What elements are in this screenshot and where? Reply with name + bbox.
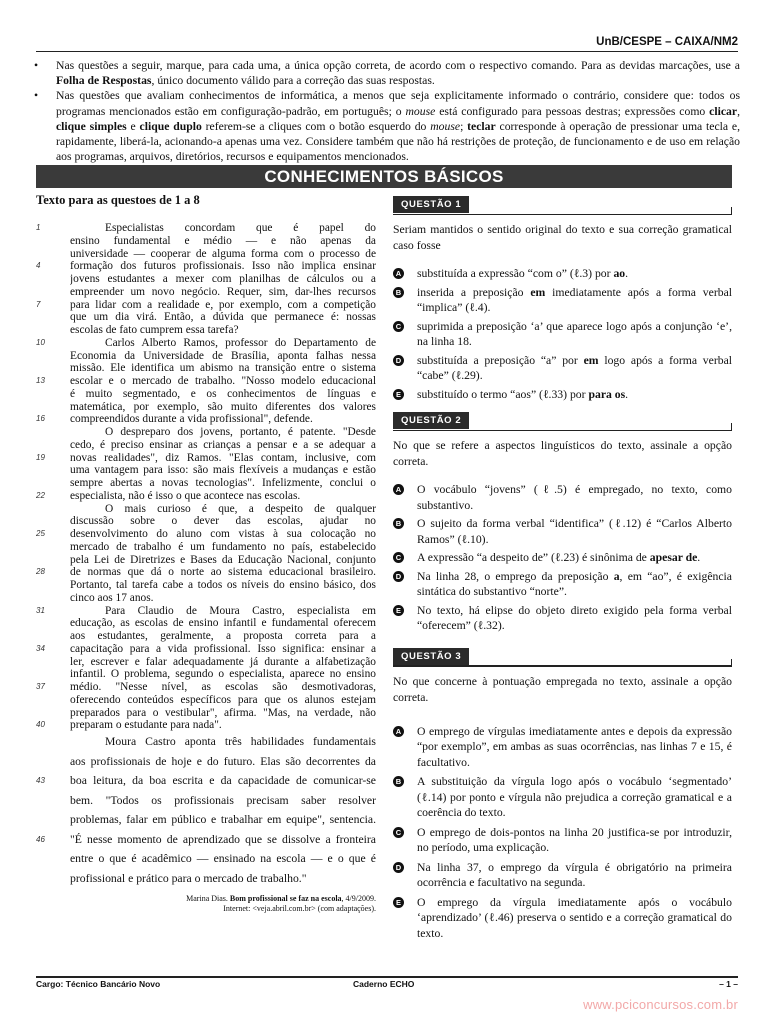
line-number: 13 (36, 376, 45, 385)
line-text: universidade — cooperar de alguma forma com o processo de (70, 247, 376, 260)
footer-cargo: Cargo: Técnico Bancário Novo (36, 979, 161, 989)
line-text: de normas que dá o norte ao sistema educacional brasileiro. (70, 566, 376, 579)
text-line (36, 849, 376, 869)
line-number: 25 (36, 529, 45, 538)
question-rule (393, 665, 732, 667)
text-line (36, 388, 376, 401)
text-line (36, 707, 376, 720)
line-text: desenvolvimento do aluno com vistas à sua colocação no (70, 528, 376, 540)
text-line (36, 617, 376, 630)
line-text: Para Claudio de Moura Castro, especialista em (105, 604, 376, 617)
line-text: é muito segmentado, e os conhecimentos de línguas e (70, 387, 376, 400)
text-line (36, 426, 376, 439)
text-line (36, 528, 376, 541)
option-e: E substituído o termo “aos” (ℓ.33) por para os. (393, 387, 732, 403)
line-text: "É nesse momento de aprendizado que se dissolve a fronteira (70, 832, 376, 846)
text-line (36, 810, 376, 830)
watermark-url[interactable]: www.pciconcursos.com.br (583, 997, 738, 1012)
line-number: 7 (36, 299, 41, 309)
option-letter-icon: E (393, 897, 404, 908)
question-label: QUESTÃO 1 (393, 196, 469, 213)
line-text: preparados para o vestibular", afirma. "Mas, na verdade, não (70, 706, 376, 719)
line-text: uma vantagem para isso: são mais flexíveis a mudanças e estão (70, 464, 376, 477)
line-text: O mais curioso é que, a despeito de qualquer (105, 502, 376, 515)
line-text: bem. "Todos os profissionais precisam saber resolver (70, 793, 376, 807)
line-text: escolas de fato cumprem essa tarefa? (70, 324, 239, 336)
text-line (36, 566, 376, 579)
text-line (36, 830, 376, 850)
option-letter-icon: D (393, 571, 404, 582)
option-letter-icon: C (393, 321, 404, 332)
text-line (36, 490, 376, 503)
footer-caderno: Caderno ECHO (353, 979, 415, 989)
line-text: aos estudantes, geralmente, a proposta correta para a (70, 630, 376, 642)
line-text: missão. Ele identifica um abismo na transição entre o sistema (70, 362, 376, 375)
question-label: QUESTÃO 3 (393, 648, 469, 665)
option-letter-icon: C (393, 552, 404, 563)
line-number: 46 (36, 834, 45, 844)
question-header (393, 648, 732, 668)
line-text: ler, escrever e falar adequadamente já durante a alfabetização (70, 655, 376, 668)
line-text: boa leitura, da boa escrita e da capacidade de comunicar-se (70, 774, 376, 787)
option-e: E No texto, há elipse do objeto direto exigido pela forma verbal “oferecem” (ℓ.32). (393, 603, 732, 634)
line-text: formação dos futuros profissionais. Isso não implica ensinar (70, 260, 376, 273)
text-line (36, 439, 376, 452)
question-stem: No que se refere a aspectos linguísticos do texto, assinale a opção correta. (393, 439, 732, 468)
text-line (36, 681, 376, 694)
bullet-icon: • (34, 59, 39, 72)
section-banner: CONHECIMENTOS BÁSICOS (36, 165, 732, 188)
question-rule-tick (731, 423, 733, 431)
text-line (36, 592, 376, 605)
line-text: que um dia virá. Então, a dúvida que permanece é: nossas (70, 311, 376, 324)
option-letter-icon: E (393, 389, 404, 400)
question-rule-tick (731, 659, 733, 667)
option-letter-icon: E (393, 605, 404, 616)
reading-text (36, 193, 376, 914)
question-2 (393, 412, 732, 634)
option-a: A O emprego de vírgulas imediatamente antes e depois da expressão “por exemplo”, em ambas as suas ocorrências, nas linhas 7 e 15, é facultativo. (393, 724, 732, 771)
line-number: 4 (36, 261, 41, 271)
text-line (36, 554, 376, 567)
text-line (36, 260, 376, 273)
option-d: D substituída a preposição “a” por em logo após a forma verbal “cabe” (ℓ.29). (393, 353, 732, 384)
text-line (36, 350, 376, 363)
question-3 (393, 648, 732, 942)
header-rule (36, 30, 738, 52)
text-line (36, 401, 376, 414)
text-line (36, 286, 376, 299)
option-e: E O emprego da vírgula imediatamente após o vocábulo ‘aprendizado’ (ℓ.46) preserva o sentido e a correção gramatical do texto. (393, 895, 732, 942)
question-stem: Seriam mantidos o sentido original do texto e sua correção gramatical caso fosse (393, 223, 732, 252)
line-text: oferecendo conteúdos específicos para que os alunos estejam (70, 693, 376, 706)
option-d: D Na linha 37, o emprego da vírgula é obrigatório na primeira ocorrência e facultativo na segunda. (393, 860, 732, 891)
text-line (36, 694, 376, 707)
text-line (36, 337, 376, 350)
page-number: – 1 – (719, 979, 738, 989)
option-b: B A substituição da vírgula logo após o vocábulo ‘segmentado’ (ℓ.14) por ponto e vírgula não prejudica a correção gramatical e a coerência do texto. (393, 774, 732, 821)
question-1 (393, 196, 732, 402)
question-label: QUESTÃO 2 (393, 412, 469, 429)
option-c: C suprimida a preposição ‘a’ que aparece logo após a conjunção ‘e’, na linha 18. (393, 319, 732, 350)
question-header (393, 196, 732, 216)
text-line (36, 630, 376, 643)
text-line (36, 643, 376, 656)
line-text: aos profissionais de hoje e do futuro. Elas são decorrentes da (70, 754, 376, 768)
text-line (36, 477, 376, 490)
text-line (36, 222, 376, 235)
line-text: médio. "Nesse nível, as escolas são desmotivadoras, (70, 681, 376, 693)
text-line (36, 235, 376, 248)
text-line (36, 541, 376, 554)
text-line (36, 248, 376, 261)
line-text: educação, as escolas de ensino infantil e fundamental oferecem (70, 617, 376, 630)
option-c: C A expressão “a despeito de” (ℓ.23) é sinônima de apesar de. (393, 550, 732, 566)
line-number: 28 (36, 567, 45, 577)
text-line (36, 299, 376, 312)
question-rule (393, 430, 732, 432)
option-letter-icon: B (393, 287, 404, 298)
line-number: 1 (36, 223, 41, 232)
line-text: preparam o estudante para nada". (70, 719, 222, 732)
line-text: O despreparo dos jovens, portanto, é patente. "Desde (105, 426, 376, 438)
line-text: empreender um novo negócio. Requer, sim, dar-lhes recursos (70, 285, 376, 298)
option-b: B O sujeito da forma verbal “identifica” (ℓ.12) é “Carlos Alberto Ramos” (ℓ.10). (393, 516, 732, 547)
option-letter-icon: B (393, 776, 404, 787)
line-text: para lidar com a realidade e, por exemplo, com a competição (70, 298, 376, 311)
line-number: 19 (36, 452, 45, 462)
line-text: Moura Castro aponta três habilidades fundamentais (105, 735, 376, 748)
line-text: especialista, não é isso o que acontece nas escolas. (70, 489, 301, 502)
line-text: sempre abertas a novas tecnologias". Infelizmente, conclui o (70, 477, 376, 489)
line-text: Portanto, tal tarefa cabe a todos os níveis do ensino básico, dos (70, 579, 376, 591)
text-line (36, 869, 376, 889)
line-text: novas realidades", diz Ramos. "Elas contam, inclusive, com (70, 451, 376, 464)
text-line (36, 668, 376, 681)
text-title: Texto para as questoes de 1 a 8 (36, 193, 200, 207)
line-text: capacitação para a vida profissional. Isso significa: ensinar a (70, 642, 376, 655)
instructions-list (30, 58, 740, 164)
line-number: 43 (36, 776, 45, 785)
line-text: cinco aos 17 anos. (70, 591, 154, 604)
line-text: pela Lei de Diretrizes e Bases da Educação Nacional, conjunto (70, 553, 376, 566)
citation: Marina Dias. Bom profissional se faz na escola, 4/9/2009. Internet: <veja.abril.com.br> (com adaptações). (186, 894, 376, 913)
line-text: ensino fundamental e médio — e não apenas da (70, 234, 376, 247)
option-letter-icon: A (393, 484, 404, 495)
line-text: cedo, é preciso ensinar as crianças a pensar e a se adequar a (70, 438, 376, 451)
question-header (393, 412, 732, 432)
line-text: infantil. O problema, segundo o especialista, aparece no ensino (70, 668, 376, 681)
line-number: 34 (36, 643, 45, 653)
line-number: 31 (36, 605, 45, 615)
option-c: C O emprego de dois-pontos na linha 20 justifica-se por introduzir, no período, uma explicação. (393, 825, 732, 856)
text-line (36, 605, 376, 618)
text-line (36, 362, 376, 375)
text-line (36, 503, 376, 516)
line-text: discussão sobre o dever das escolas, ajudar no (70, 515, 376, 528)
option-letter-icon: A (393, 268, 404, 279)
option-letter-icon: D (393, 862, 404, 873)
line-text: Economia da Universidade de Brasília, aponta falhas nessa (70, 349, 376, 362)
line-number: 22 (36, 490, 45, 500)
line-text: mercado de trabalho é um fundamento no país, estabelecido (70, 540, 376, 553)
text-line (36, 656, 376, 669)
line-text: escolar e o mercado de trabalho. "Nosso modelo educacional (70, 375, 376, 387)
line-text: entre o que é acadêmico — ensinado na escola — e o que é (70, 852, 376, 865)
text-line (36, 752, 376, 772)
question-stem: No que concerne à pontuação empregada no texto, assinale a opção correta. (393, 674, 732, 704)
text-line (36, 579, 376, 592)
option-d: D Na linha 28, o emprego da preposição a, em “ao”, é exigência sintática do substantivo “norte”. (393, 569, 732, 600)
text-line (36, 375, 376, 388)
line-text: jovens estudantes a mexer com planilhas de cálculos ou a (70, 273, 376, 285)
line-text: profissional e prático para o mercado de trabalho." (70, 871, 307, 885)
text-line (36, 324, 376, 337)
option-a: A substituída a expressão “com o” (ℓ.3) por ao. (393, 266, 732, 282)
text-line (36, 771, 376, 791)
question-rule-tick (731, 207, 733, 215)
text-line (36, 273, 376, 286)
option-letter-icon: A (393, 726, 404, 737)
text-line (36, 732, 376, 752)
option-a: A O vocábulo “jovens” (ℓ.5) é empregado, no texto, como substantivo. (393, 482, 732, 513)
text-line (36, 464, 376, 477)
bullet-icon: • (34, 89, 39, 103)
text-lines (36, 222, 376, 888)
instruction-1: • Nas questões a seguir, marque, para cada uma, a única opção correta, de acordo com o respectivo comando. Para as devidas marcações, use a Folha de Respostas, único documento válido para a correção das suas respostas. (34, 59, 740, 88)
line-text: compreendidos durante a vida profissional", defende. (70, 413, 313, 426)
line-text: Carlos Alberto Ramos, professor do Departamento de (105, 336, 376, 349)
exam-organization: UnB/CESPE – CAIXA/NM2 (596, 36, 738, 48)
line-text: matemática, por exemplo, são muito diferentes dos valores (70, 400, 376, 413)
question-rule (393, 214, 732, 216)
text-line (36, 413, 376, 426)
option-b: B inserida a preposição em imediatamente após a forma verbal “implica” (ℓ.4). (393, 285, 732, 316)
line-number: 16 (36, 414, 45, 424)
text-line (36, 791, 376, 811)
questions-column (393, 196, 732, 945)
text-line (36, 515, 376, 528)
line-number: 37 (36, 682, 45, 691)
option-letter-icon: D (393, 355, 404, 366)
option-letter-icon: B (393, 518, 404, 529)
instruction-2: • Nas questões que avaliam conhecimentos de informática, a menos que seja explicitamente informado o contrário, considere que: todos os programas mencionados estão em configuração-padrão, em português; o mouse está configurado para pessoas destras; expressões como clicar, clique simples e clique duplo referem-se a cliques com o botão esquerdo do mouse; teclar corresponde à operação de pressionar uma tecla e, rapidamente, liberá-la, acionando-a apenas uma vez. Considere também que não há restrições de proteção, de funcionamento e de uso em relação aos programas, arquivos, diretórios, recursos e equipamentos mencionados. (34, 89, 741, 164)
text-line (36, 452, 376, 465)
footer-rule (36, 976, 738, 978)
option-letter-icon: C (393, 827, 404, 838)
text-line (36, 719, 376, 732)
line-number: 40 (36, 720, 45, 730)
line-number: 10 (36, 337, 45, 347)
line-text: problemas, falar em público e trabalhar em equipe", sentencia. (70, 813, 376, 826)
line-text: Especialistas concordam que é papel do (105, 222, 376, 234)
text-line (36, 311, 376, 324)
